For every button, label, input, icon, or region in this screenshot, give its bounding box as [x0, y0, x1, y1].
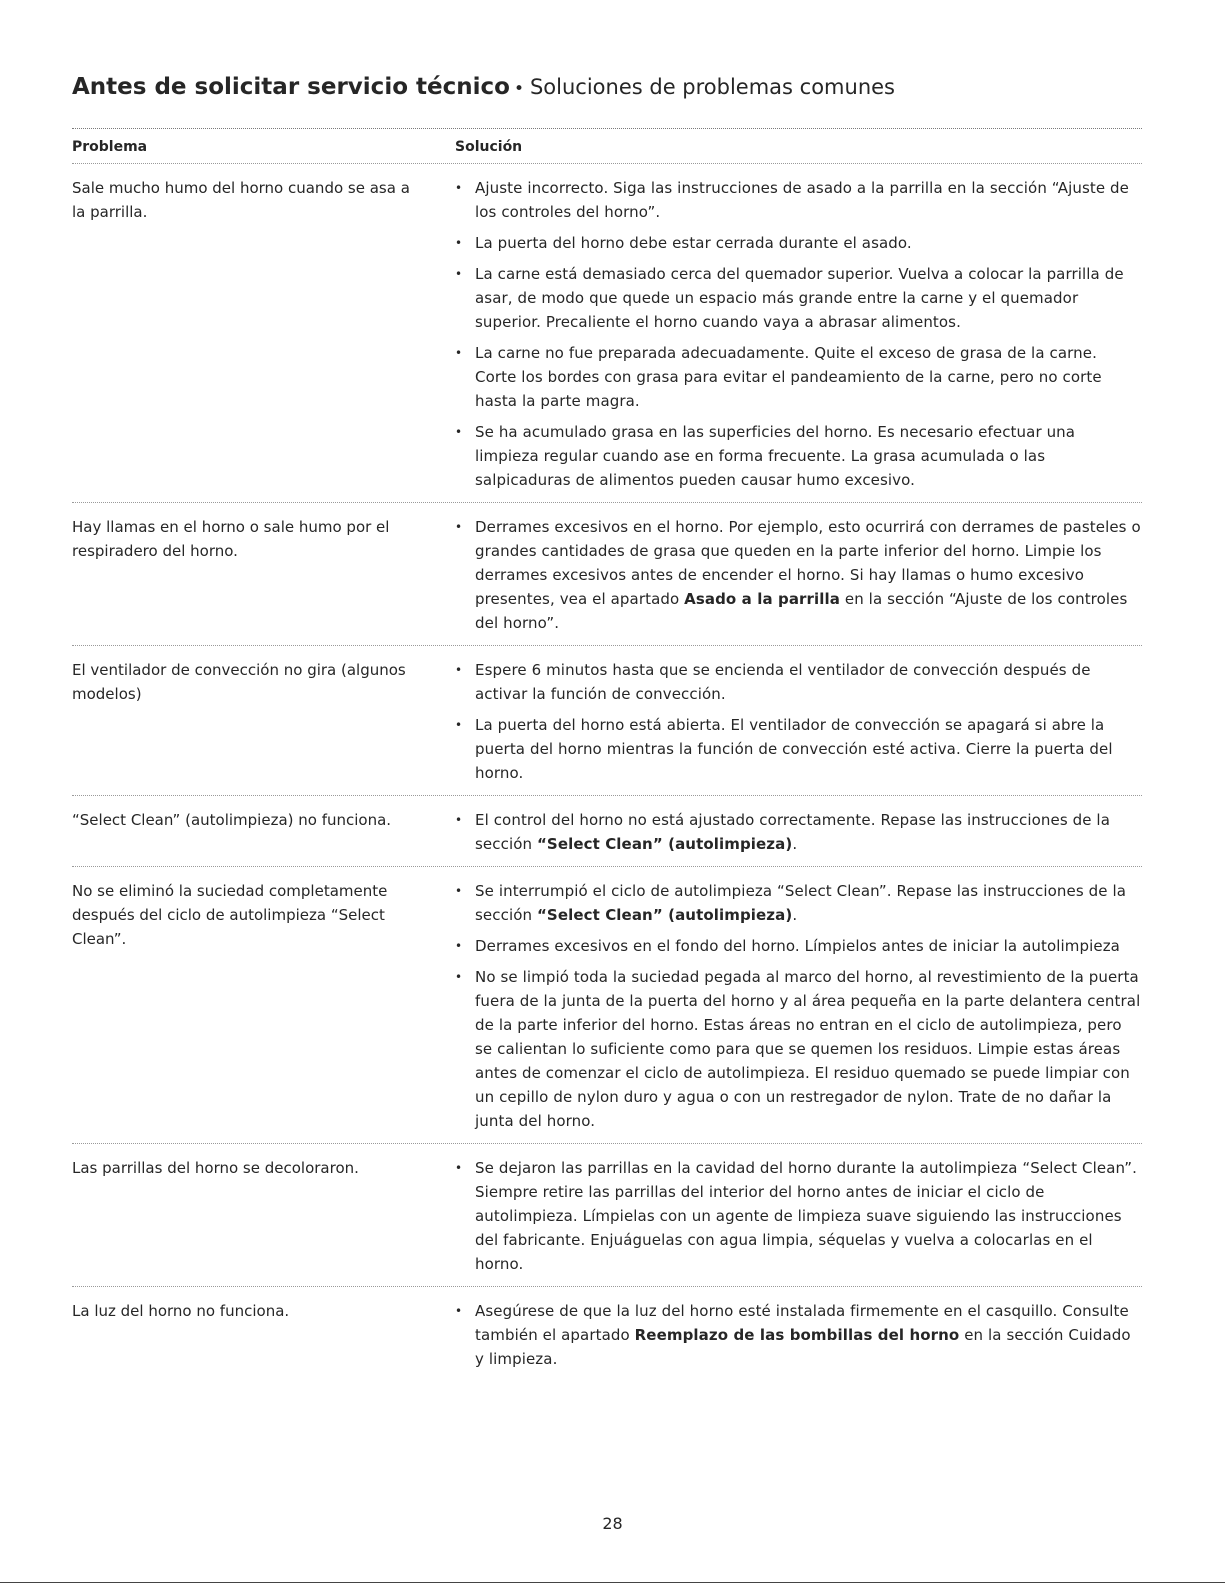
bottom-divider — [0, 1582, 1225, 1583]
bullet-icon: • — [455, 970, 463, 984]
table-row — [72, 163, 1142, 502]
solution-text: . — [792, 835, 798, 853]
solution-text: La carne está demasiado cerca del quemador superior. Vuelva a colocar la parrilla de asar, de modo que quede un espacio más grande entre la carne y el quemador superior. Precaliente el horno cuando vaya a abrasar alimentos. — [475, 265, 1124, 331]
bullet-icon: • — [455, 884, 463, 898]
problem-text: “Select Clean” (autolimpieza) no funciona. — [72, 811, 392, 829]
page-subtitle: Soluciones de problemas comunes — [529, 75, 895, 99]
solution-text: No se limpió toda la suciedad pegada al marco del horno, al revestimiento de la puerta fuera de la junta de la puerta del horno y al área pequeña en la parte delantera central de la parte inferior del horno. Estas áreas no entran en el ciclo de autolimpieza, pero se calientan lo suficiente como para que se quemen los residuos. Limpie estas áreas antes de comenzar el ciclo de autolimpieza. El residuo quemado se puede limpiar con un cepillo de nylon duro y agua o con un restregador de nylon. Trate de no dañar la junta del horno. — [475, 968, 1141, 1130]
top-divider — [72, 128, 1142, 129]
solution-cell — [442, 1299, 1142, 1371]
solution-list — [455, 515, 1142, 635]
bullet-icon: • — [455, 520, 463, 534]
troubleshooting-table — [72, 163, 1142, 1381]
solution-cell — [442, 808, 1142, 856]
solution-text: La puerta del horno debe estar cerrada durante el asado. — [475, 234, 912, 252]
solution-text: La puerta del horno está abierta. El ventilador de convección se apagará si abre la puerta del horno mientras la función de convección esté activa. Cierre la puerta del horno. — [475, 716, 1113, 782]
problem-text: Las parrillas del horno se decoloraron. — [72, 1159, 359, 1177]
bullet-icon: • — [455, 718, 463, 732]
solution-text: . — [792, 906, 798, 924]
solution-item — [455, 1156, 1142, 1276]
page-title-main: Antes de solicitar servicio técnico — [72, 74, 510, 100]
solution-item — [455, 262, 1142, 334]
solution-text: Ajuste incorrecto. Siga las instrucciones de asado a la parrilla en la sección “Ajuste de los controles del horno”. — [475, 179, 1130, 221]
bullet-icon: • — [455, 813, 463, 827]
bullet-icon: • — [455, 181, 463, 195]
bullet-icon: • — [455, 663, 463, 677]
solution-item — [455, 808, 1142, 856]
solution-text: en la sección Cuidado y limpieza. — [475, 1326, 1131, 1368]
solution-item — [455, 1299, 1142, 1371]
solution-list — [455, 176, 1142, 492]
solution-cell — [442, 176, 1142, 492]
bullet-icon: • — [455, 267, 463, 281]
bullet-icon: • — [455, 1161, 463, 1175]
solution-cell — [442, 879, 1142, 1133]
solution-reference: “Select Clean” (autolimpieza) — [536, 906, 793, 924]
bullet-icon: • — [455, 425, 463, 439]
solution-text: El control del horno no está ajustado correctamente. Repase las instrucciones de la sección — [475, 811, 1110, 853]
problem-text: Hay llamas en el horno o sale humo por el respiradero del horno. — [72, 518, 390, 560]
problem-text: La luz del horno no funciona. — [72, 1302, 290, 1320]
page-title — [72, 70, 895, 106]
bullet-icon: • — [455, 236, 463, 250]
solution-text: Se dejaron las parrillas en la cavidad del horno durante la autolimpieza “Select Clean”. Siempre retire las parrillas del interior del horno antes de iniciar el ciclo de autolimpieza. Límpielas con un agente de limpieza suave siguiendo las instrucciones del fabricante. Enjuáguelas con agua limpia, séquelas y vuelva a colocarlas en el horno. — [475, 1159, 1138, 1273]
solution-list — [455, 879, 1142, 1133]
bullet-icon: • — [455, 1304, 463, 1318]
solution-reference: “Select Clean” (autolimpieza) — [536, 835, 793, 853]
solution-item — [455, 934, 1142, 958]
column-header-solution: Solución — [455, 139, 523, 155]
solution-cell — [442, 515, 1142, 635]
solution-item — [455, 176, 1142, 224]
solution-text: La carne no fue preparada adecuadamente. Quite el exceso de grasa de la carne. Corte los bordes con grasa para evitar el pandeamiento de la carne, pero no corte hasta la parte magra. — [475, 344, 1102, 410]
solution-cell — [442, 658, 1142, 785]
solution-item — [455, 231, 1142, 255]
solution-reference: Reemplazo de las bombillas del horno — [634, 1326, 960, 1344]
solution-text: Derrames excesivos en el fondo del horno. Límpielos antes de iniciar la autolimpieza — [475, 937, 1120, 955]
solution-text: Asegúrese de que la luz del horno esté instalada firmemente en el casquillo. Consulte también el apartado — [475, 1302, 1129, 1344]
problem-text: Sale mucho humo del horno cuando se asa a la parrilla. — [72, 179, 410, 221]
table-row — [72, 645, 1142, 795]
solution-list — [455, 1156, 1142, 1276]
title-separator: • — [513, 79, 524, 99]
page-number: 28 — [602, 1514, 623, 1533]
solution-list — [455, 1299, 1142, 1371]
solution-item — [455, 515, 1142, 635]
solution-text: Espere 6 minutos hasta que se encienda el ventilador de convección después de activar la función de convección. — [475, 661, 1091, 703]
solution-item — [455, 341, 1142, 413]
table-row — [72, 1286, 1142, 1381]
solution-list — [455, 808, 1142, 856]
solution-text: en la sección “Ajuste de los controles del horno”. — [475, 590, 1128, 632]
column-header-problem: Problema — [72, 139, 148, 155]
table-row — [72, 502, 1142, 645]
table-row — [72, 795, 1142, 866]
bullet-icon: • — [455, 346, 463, 360]
solution-list — [455, 658, 1142, 785]
solution-reference: Asado a la parrilla — [684, 590, 840, 608]
solution-cell — [442, 1156, 1142, 1276]
solution-item — [455, 879, 1142, 927]
problem-text: No se eliminó la suciedad completamente después del ciclo de autolimpieza “Select Clean”. — [72, 882, 388, 948]
solution-text: Se ha acumulado grasa en las superficies del horno. Es necesario efectuar una limpieza regular cuando ase en forma frecuente. La grasa acumulada o las salpicaduras de alimentos pueden causar humo excesivo. — [475, 423, 1076, 489]
solution-item — [455, 713, 1142, 785]
solution-item — [455, 420, 1142, 492]
solution-item — [455, 658, 1142, 706]
table-row — [72, 1143, 1142, 1286]
bullet-icon: • — [455, 939, 463, 953]
table-row — [72, 866, 1142, 1143]
solution-item — [455, 965, 1142, 1133]
solution-text: Derrames excesivos en el horno. Por ejemplo, esto ocurrirá con derrames de pasteles o grandes cantidades de grasa que queden en la parte inferior del horno. Limpie los derrames excesivos antes de encender el horno. Si hay llamas o humo excesivo presentes, vea el apartado — [475, 518, 1141, 608]
table-header — [72, 139, 1142, 163]
problem-text: El ventilador de convección no gira (algunos modelos) — [72, 661, 406, 703]
solution-text: Se interrumpió el ciclo de autolimpieza “Select Clean”. Repase las instrucciones de la sección — [475, 882, 1127, 924]
